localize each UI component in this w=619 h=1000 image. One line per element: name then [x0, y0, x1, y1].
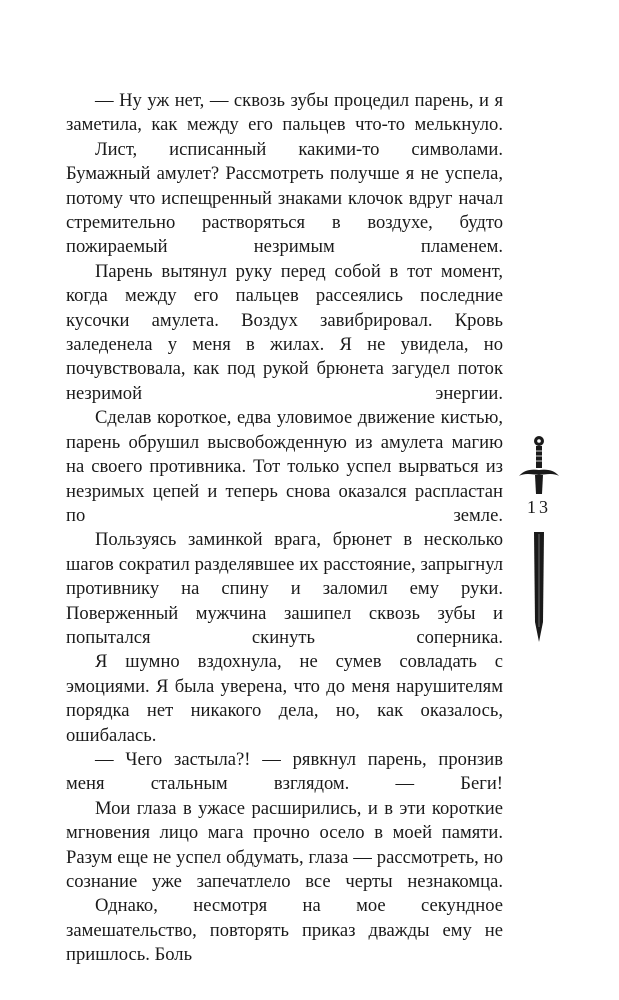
paragraph: Лист, исписанный какими-то символами. Бумажный амулет? Рассмотреть получше я не успела, потому что испещренный знаками клочок вдруг начал стремительно растворяться в воздухе, будто пожираемый незримым пламенем. — [66, 138, 503, 258]
paragraph: Сделав короткое, едва уловимое движение кистью, парень обрушил высвобожденную из амулета магию на своего противника. Тот только успел вырваться из незримых цепей и теперь снова оказался распластан по земле. — [66, 407, 503, 526]
page-body-text — [66, 89, 503, 968]
paragraph: Я шумно вздохнула, не сумев совладать с эмоциями. Я была уверена, что до меня нарушителям порядка нет никакого дела, но, как оказалось, ошибалась. — [66, 651, 503, 746]
paragraph: — Ну уж нет, — сквозь зубы процедил парень, и я заметила, как между его пальцев что-то мелькнуло. — [66, 90, 503, 136]
paragraph: Мои глаза в ужасе расширились, и в эти короткие мгновения лицо мага прочно осело в моей памяти. Разум еще не успел обдумать, глаза — рассмотреть, но сознание уже запечатлело все черты незнакомца. — [66, 797, 503, 892]
paragraph: Пользуясь заминкой врага, брюнет в несколько шагов сократил разделявшее их расстояние, запрыгнул противнику на спину и заломил ему руки. Поверженный мужчина зашипел сквозь зубы и попытался скинуть соперника. — [66, 529, 503, 648]
page-number: 13 — [527, 497, 551, 517]
sword-ornament-icon — [516, 432, 562, 644]
paragraph: Парень вытянул руку перед собой в тот момент, когда между его пальцев рассеялись последние кусочки амулета. Воздух завибрировал. Кровь заледенела у меня в жилах. Я не увидела, но почувствовала, как под рукой брюнета загудел поток незримой энергии. — [66, 260, 503, 404]
paragraph: — Чего застыла?! — рявкнул парень, пронзив меня стальным взглядом. — Беги! — [66, 748, 503, 795]
paragraph: Однако, несмотря на мое секундное замешательство, повторять приказ дважды ему не пришлось. Боль — [66, 895, 503, 966]
